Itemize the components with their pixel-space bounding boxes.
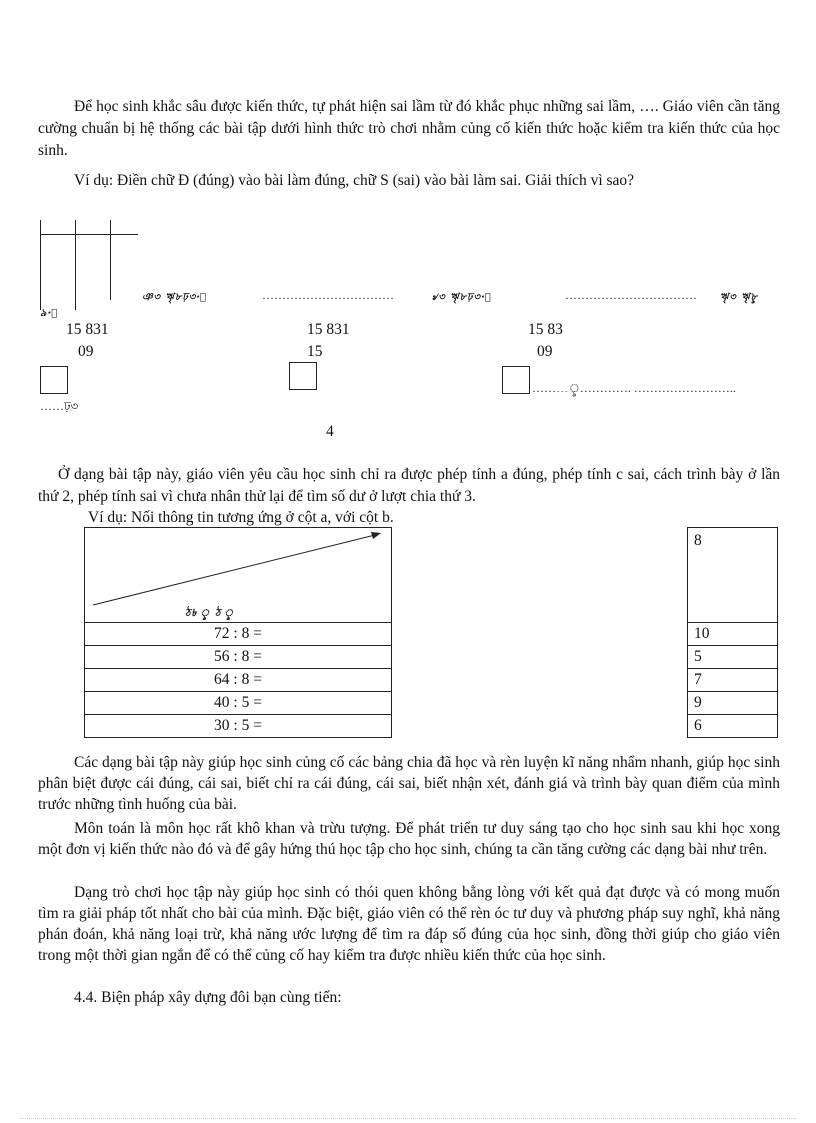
division-a-bottom: 09 [78,343,94,360]
fill-dots: …………………………… [565,288,697,302]
page-divider [20,1118,796,1119]
answer-box-a[interactable] [40,366,68,394]
table-row[interactable] [85,669,392,692]
division-line [110,220,111,300]
answer-dots-c: ………ৢ…………. …………………….. [532,381,736,395]
table-row[interactable] [688,715,778,738]
expression-cell[interactable]: 72 : 8 = [85,623,392,646]
answer-cell[interactable]: 10 [688,623,778,646]
answer-box-b[interactable] [289,362,317,390]
table-row[interactable] [688,623,778,646]
game-paragraph: Dạng trò chơi học tập này giúp học sinh có thói quen không bằng lòng với kết quả đạt được và có mong muốn tìm ra giải pháp tốt nhất cho bài của mình. Đặc biệt, giáo viên có thể rèn óc tư duy và phương pháp suy nghĩ, khả năng phán đoán, khả năng loại trừ, khả năng ước lượng để tìm ra đáp số đúng của học sinh, đồng thời giúp cho giáo viên trong một thời gian ngắn để có thể củng cố hay kiểm tra được nhiều kiến thức của học sinh. [38,884,780,964]
symbol-glyphs: ৶৩ ৠ৮ঢ়৩·ৢ [432,292,492,303]
answer-box-c[interactable] [502,366,530,394]
table-row[interactable] [85,692,392,715]
number-four: 4 [326,423,334,440]
expression-cell[interactable]: 56 : 8 = [85,646,392,669]
explanation-paragraph: Ở dạng bài tập này, giáo viên yêu cầu học sinh chỉ ra được phép tính a đúng, phép tính c sai, cách trình bày ở lần thứ 2, phép tính sai vì chưa nhân thử lại để tìm số dư ở lượt chia thứ 3. [38,466,780,505]
division-b-bottom: 15 [307,343,323,360]
answer-dots-a: ……ঢ়৩ [40,399,79,413]
answer-cell[interactable]: 5 [688,646,778,669]
symbol-glyphs: ৯·ৢ [40,308,59,319]
expression-cell[interactable]: 64 : 8 = [85,669,392,692]
division-a-top: 15 831 [66,321,109,338]
answer-value: 8 [694,532,702,549]
section-heading: 4.4. Biện pháp xây dựng đôi bạn cùng tiến: [74,989,342,1006]
benefits-paragraph: Các dạng bài tập này giúp học sinh củng cố các bảng chia đã học và rèn luyện kĩ năng nhẩm nhanh, giúp học sinh phân biệt được cái đúng, cái sai, biết chỉ ra cái đúng, cái sai, biết nhận xét, đánh giá và trình bày quan điểm của mình trước những tình huống của bài. [38,754,780,813]
symbol-glyphs: ঠ৳ ৢ ঠ ৢ [185,608,235,619]
example-2-text: Ví dụ: Nối thông tin tương ứng ở cột a, với cột b. [88,509,394,526]
table-row[interactable] [85,646,392,669]
answer-cell[interactable]: 6 [688,715,778,738]
answer-cell[interactable]: 9 [688,692,778,715]
table-row[interactable] [688,669,778,692]
answer-table [687,622,778,738]
matching-header-cell [84,527,392,623]
symbol-glyphs: ঞ৩ ৠ৮ঢ়৩·ৢ [142,292,208,303]
arrow-icon [85,528,391,623]
fill-dots: …………………………… [262,288,394,302]
expression-table [84,622,392,738]
expression-cell[interactable]: 40 : 5 = [85,692,392,715]
division-c-bottom: 09 [537,343,553,360]
table-row[interactable] [85,715,392,738]
table-row[interactable] [85,623,392,646]
division-line [40,234,138,235]
answer-cell[interactable]: 7 [688,669,778,692]
intro-paragraph: Để học sinh khắc sâu được kiến thức, tự phát hiện sai lầm từ đó khắc phục những sai lầm, …. Giáo viên cần tăng cường chuẩn bị hệ thống các bài tập dưới hình thức trò chơi nhằm củng cố kiến thức hoặc kiểm tra kiến thức của học sinh. [38,98,780,159]
math-paragraph: Môn toán là môn học rất khô khan và trừu tượng. Để phát triển tư duy sáng tạo cho học sinh sau khi học xong một đơn vị kiến thức nào đó và để gây hứng thú học tập cho học sinh, chúng ta cần tăng cường các dạng bài như trên. [38,820,780,858]
table-row[interactable] [688,646,778,669]
division-c-top: 15 83 [528,321,563,338]
expression-cell[interactable]: 30 : 5 = [85,715,392,738]
symbol-glyphs: ৠ৩ ৠ৮ৢ [720,292,759,303]
table-row[interactable] [688,692,778,715]
answer-top-cell[interactable] [687,527,778,623]
division-b-top: 15 831 [307,321,350,338]
example-1-text: Ví dụ: Điền chữ Đ (đúng) vào bài làm đúng, chữ S (sai) vào bài làm sai. Giải thích vì sao? [74,172,635,189]
